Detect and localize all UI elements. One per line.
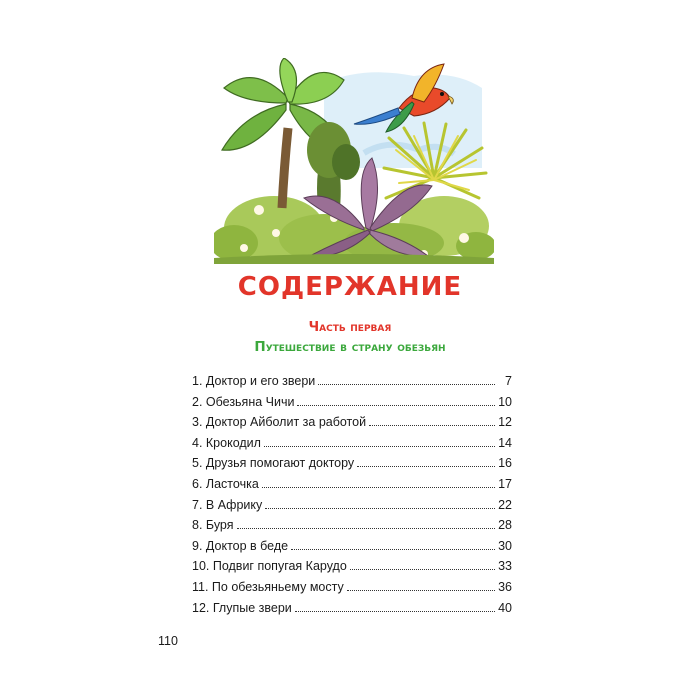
toc-entry-title: 7. В Африку xyxy=(192,497,263,512)
toc-entry-page: 30 xyxy=(498,538,512,553)
dot-leader xyxy=(297,392,495,406)
part-heading: Часть первая xyxy=(308,320,392,335)
dot-leader xyxy=(265,495,495,509)
part-subtitle: Путешествие в страну обезьян xyxy=(254,339,446,355)
toc-entry-title: 8. Буря xyxy=(192,518,234,533)
dot-leader xyxy=(295,598,495,612)
dot-leader xyxy=(357,453,495,467)
page-number: 110 xyxy=(158,634,178,648)
toc-entry-title: 1. Доктор и его звери xyxy=(192,374,316,388)
toc-entry-page: 22 xyxy=(498,497,512,512)
toc-entry-page: 28 xyxy=(498,518,512,533)
toc-entry xyxy=(192,536,512,557)
toc-entry xyxy=(192,433,512,454)
toc-entry xyxy=(192,453,512,474)
table-of-contents xyxy=(192,371,512,618)
toc-entry xyxy=(192,556,512,577)
toc-entry xyxy=(192,515,512,536)
page-title: СОДЕРЖАНИЕ xyxy=(237,272,463,302)
toc-entry-title: 6. Ласточка xyxy=(192,476,259,491)
toc-entry xyxy=(192,598,512,619)
toc-entry-title: 2. Обезьяна Чичи xyxy=(192,394,295,409)
toc-entry-page: 36 xyxy=(498,579,512,594)
toc-entry-page: 14 xyxy=(498,435,512,450)
shrub-icon xyxy=(214,196,494,263)
dot-leader xyxy=(262,474,495,488)
toc-entry xyxy=(192,577,512,598)
toc-entry-page: 16 xyxy=(498,456,512,471)
toc-entry xyxy=(192,371,512,392)
toc-entry xyxy=(192,412,512,433)
toc-entry-page: 33 xyxy=(498,559,512,574)
toc-entry-page: 12 xyxy=(498,415,512,430)
toc-entry xyxy=(192,474,512,495)
dot-leader xyxy=(291,536,495,550)
dot-leader xyxy=(350,556,495,570)
jungle-illustration xyxy=(214,58,494,264)
toc-entry-title: 9. Доктор в беде xyxy=(192,538,289,553)
dot-leader xyxy=(237,515,495,529)
toc-entry xyxy=(192,495,512,516)
toc-entry-page: 10 xyxy=(498,394,512,409)
toc-entry xyxy=(192,392,512,413)
toc-entry-title: 11. По обезьяньему мосту xyxy=(192,579,344,594)
dot-leader xyxy=(369,412,495,426)
toc-entry-title: 4. Крокодил xyxy=(192,435,261,450)
toc-entry-title: 5. Друзья помогают доктору xyxy=(192,456,355,471)
dot-leader xyxy=(318,371,495,385)
dot-leader xyxy=(347,577,495,591)
toc-entry-page: 40 xyxy=(498,600,512,615)
toc-entry-title: 3. Доктор Айболит за работой xyxy=(192,415,367,430)
dot-leader xyxy=(264,433,495,447)
toc-entry-title: 12. Глупые звери xyxy=(192,600,292,615)
toc-entry-page: 7 xyxy=(505,374,512,388)
toc-entry-title: 10. Подвиг попугая Карудо xyxy=(192,559,347,574)
toc-entry-page: 17 xyxy=(498,476,512,491)
